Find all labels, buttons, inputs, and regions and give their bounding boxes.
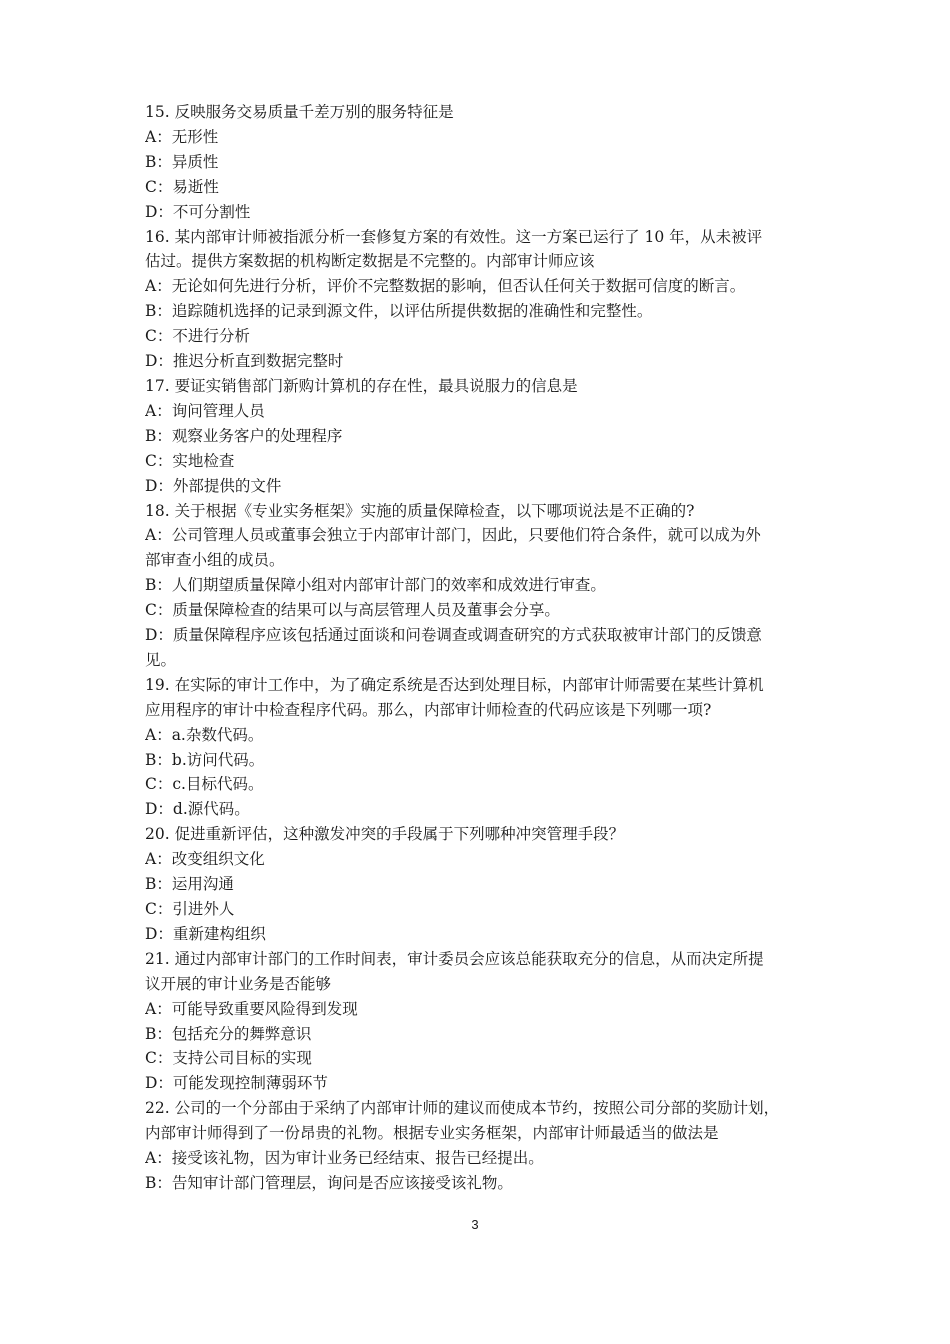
option-line: B：b.访问代码。	[145, 750, 265, 769]
option-line: B：人们期望质量保障小组对内部审计部门的效率和成效进行审查。	[145, 576, 606, 595]
text-line: 见。	[145, 650, 177, 669]
option-line: C：支持公司目标的实现	[145, 1049, 312, 1068]
option-line: C：实地检查	[145, 451, 235, 470]
question-line: 15. 反映服务交易质量千差万别的服务特征是	[145, 103, 454, 121]
question-line: 20. 促进重新评估，这种激发冲突的手段属于下列哪种冲突管理手段？	[145, 825, 625, 844]
question-line: 21. 通过内部审计部门的工作时间表，审计委员会应该总能获取充分的信息，从而决定所提	[145, 949, 764, 968]
option-line: D：d.源代码。	[145, 800, 250, 819]
option-line: B：包括充分的舞弊意识	[145, 1024, 312, 1043]
option-line: A：改变组织文化	[145, 850, 265, 869]
question-line: 19. 在实际的审计工作中，为了确定系统是否达到处理目标，内部审计师需要在某些计算机	[145, 675, 764, 694]
text-line: 部审查小组的成员。	[145, 551, 285, 570]
text-line: 估过。提供方案数据的机构断定数据是不完整的。内部审计师应该	[145, 252, 595, 271]
document-body	[145, 100, 817, 1196]
option-line: D：质量保障程序应该包括通过面谈和问卷调查或调查研究的方式获取被审计部门的反馈意	[145, 626, 762, 645]
option-line: A：询问管理人员	[145, 401, 265, 420]
option-line: A：无论如何先进行分析，评价不完整数据的影响，但否认任何关于数据可信度的断言。	[145, 277, 746, 296]
option-line: A：公司管理人员或董事会独立于内部审计部门，因此，只要他们符合条件，就可以成为外	[145, 526, 761, 545]
text-line: 议开展的审计业务是否能够	[145, 974, 332, 993]
page-number: 3	[471, 1217, 479, 1232]
question-line: 16. 某内部审计师被指派分析一套修复方案的有效性。这一方案已运行了 10 年，从未被评	[145, 227, 763, 246]
option-line: A：无形性	[145, 127, 219, 146]
option-line: B：运用沟通	[145, 875, 234, 894]
option-line: D：推迟分析直到数据完整时	[145, 352, 344, 371]
option-line: A：a.杂数代码。	[145, 725, 264, 744]
option-line: A：接受该礼物，因为审计业务已经结束、报告已经提出。	[145, 1149, 544, 1168]
option-line: B：观察业务客户的处理程序	[145, 426, 343, 445]
option-line: C：易逝性	[145, 177, 219, 196]
text-line: 应用程序的审计中检查程序代码。那么，内部审计师检查的代码应该是下列哪一项?	[145, 700, 712, 719]
option-line: A：可能导致重要风险得到发现	[145, 999, 358, 1018]
question-line: 17. 要证实销售部门新购计算机的存在性，最具说服力的信息是	[145, 376, 578, 395]
question-line: 22. 公司的一个分部由于采纳了内部审计师的建议而使成本节约，按照公司分部的奖励计划，	[145, 1099, 780, 1118]
option-line: D：重新建构组织	[145, 924, 266, 943]
text-line: 内部审计师得到了一份昂贵的礼物。根据专业实务框架，内部审计师最适当的做法是	[145, 1124, 719, 1143]
option-line: C：质量保障检查的结果可以与高层管理人员及董事会分享。	[145, 601, 560, 620]
option-line: B：追踪随机选择的记录到源文件，以评估所提供数据的准确性和完整性。	[145, 302, 653, 321]
option-line: D：可能发现控制薄弱环节	[145, 1074, 328, 1093]
option-line: C：c.目标代码。	[145, 775, 264, 794]
question-line: 18. 关于根据《专业实务框架》实施的质量保障检查，以下哪项说法是不正确的?	[145, 501, 695, 520]
option-line: D：外部提供的文件	[145, 476, 282, 495]
option-line: C：不进行分析	[145, 327, 250, 346]
option-line: B：异质性	[145, 152, 219, 171]
option-line: B：告知审计部门管理层，询问是否应该接受该礼物。	[145, 1173, 513, 1192]
option-line: C：引进外人	[145, 900, 235, 918]
option-line: D：不可分割性	[145, 202, 251, 221]
